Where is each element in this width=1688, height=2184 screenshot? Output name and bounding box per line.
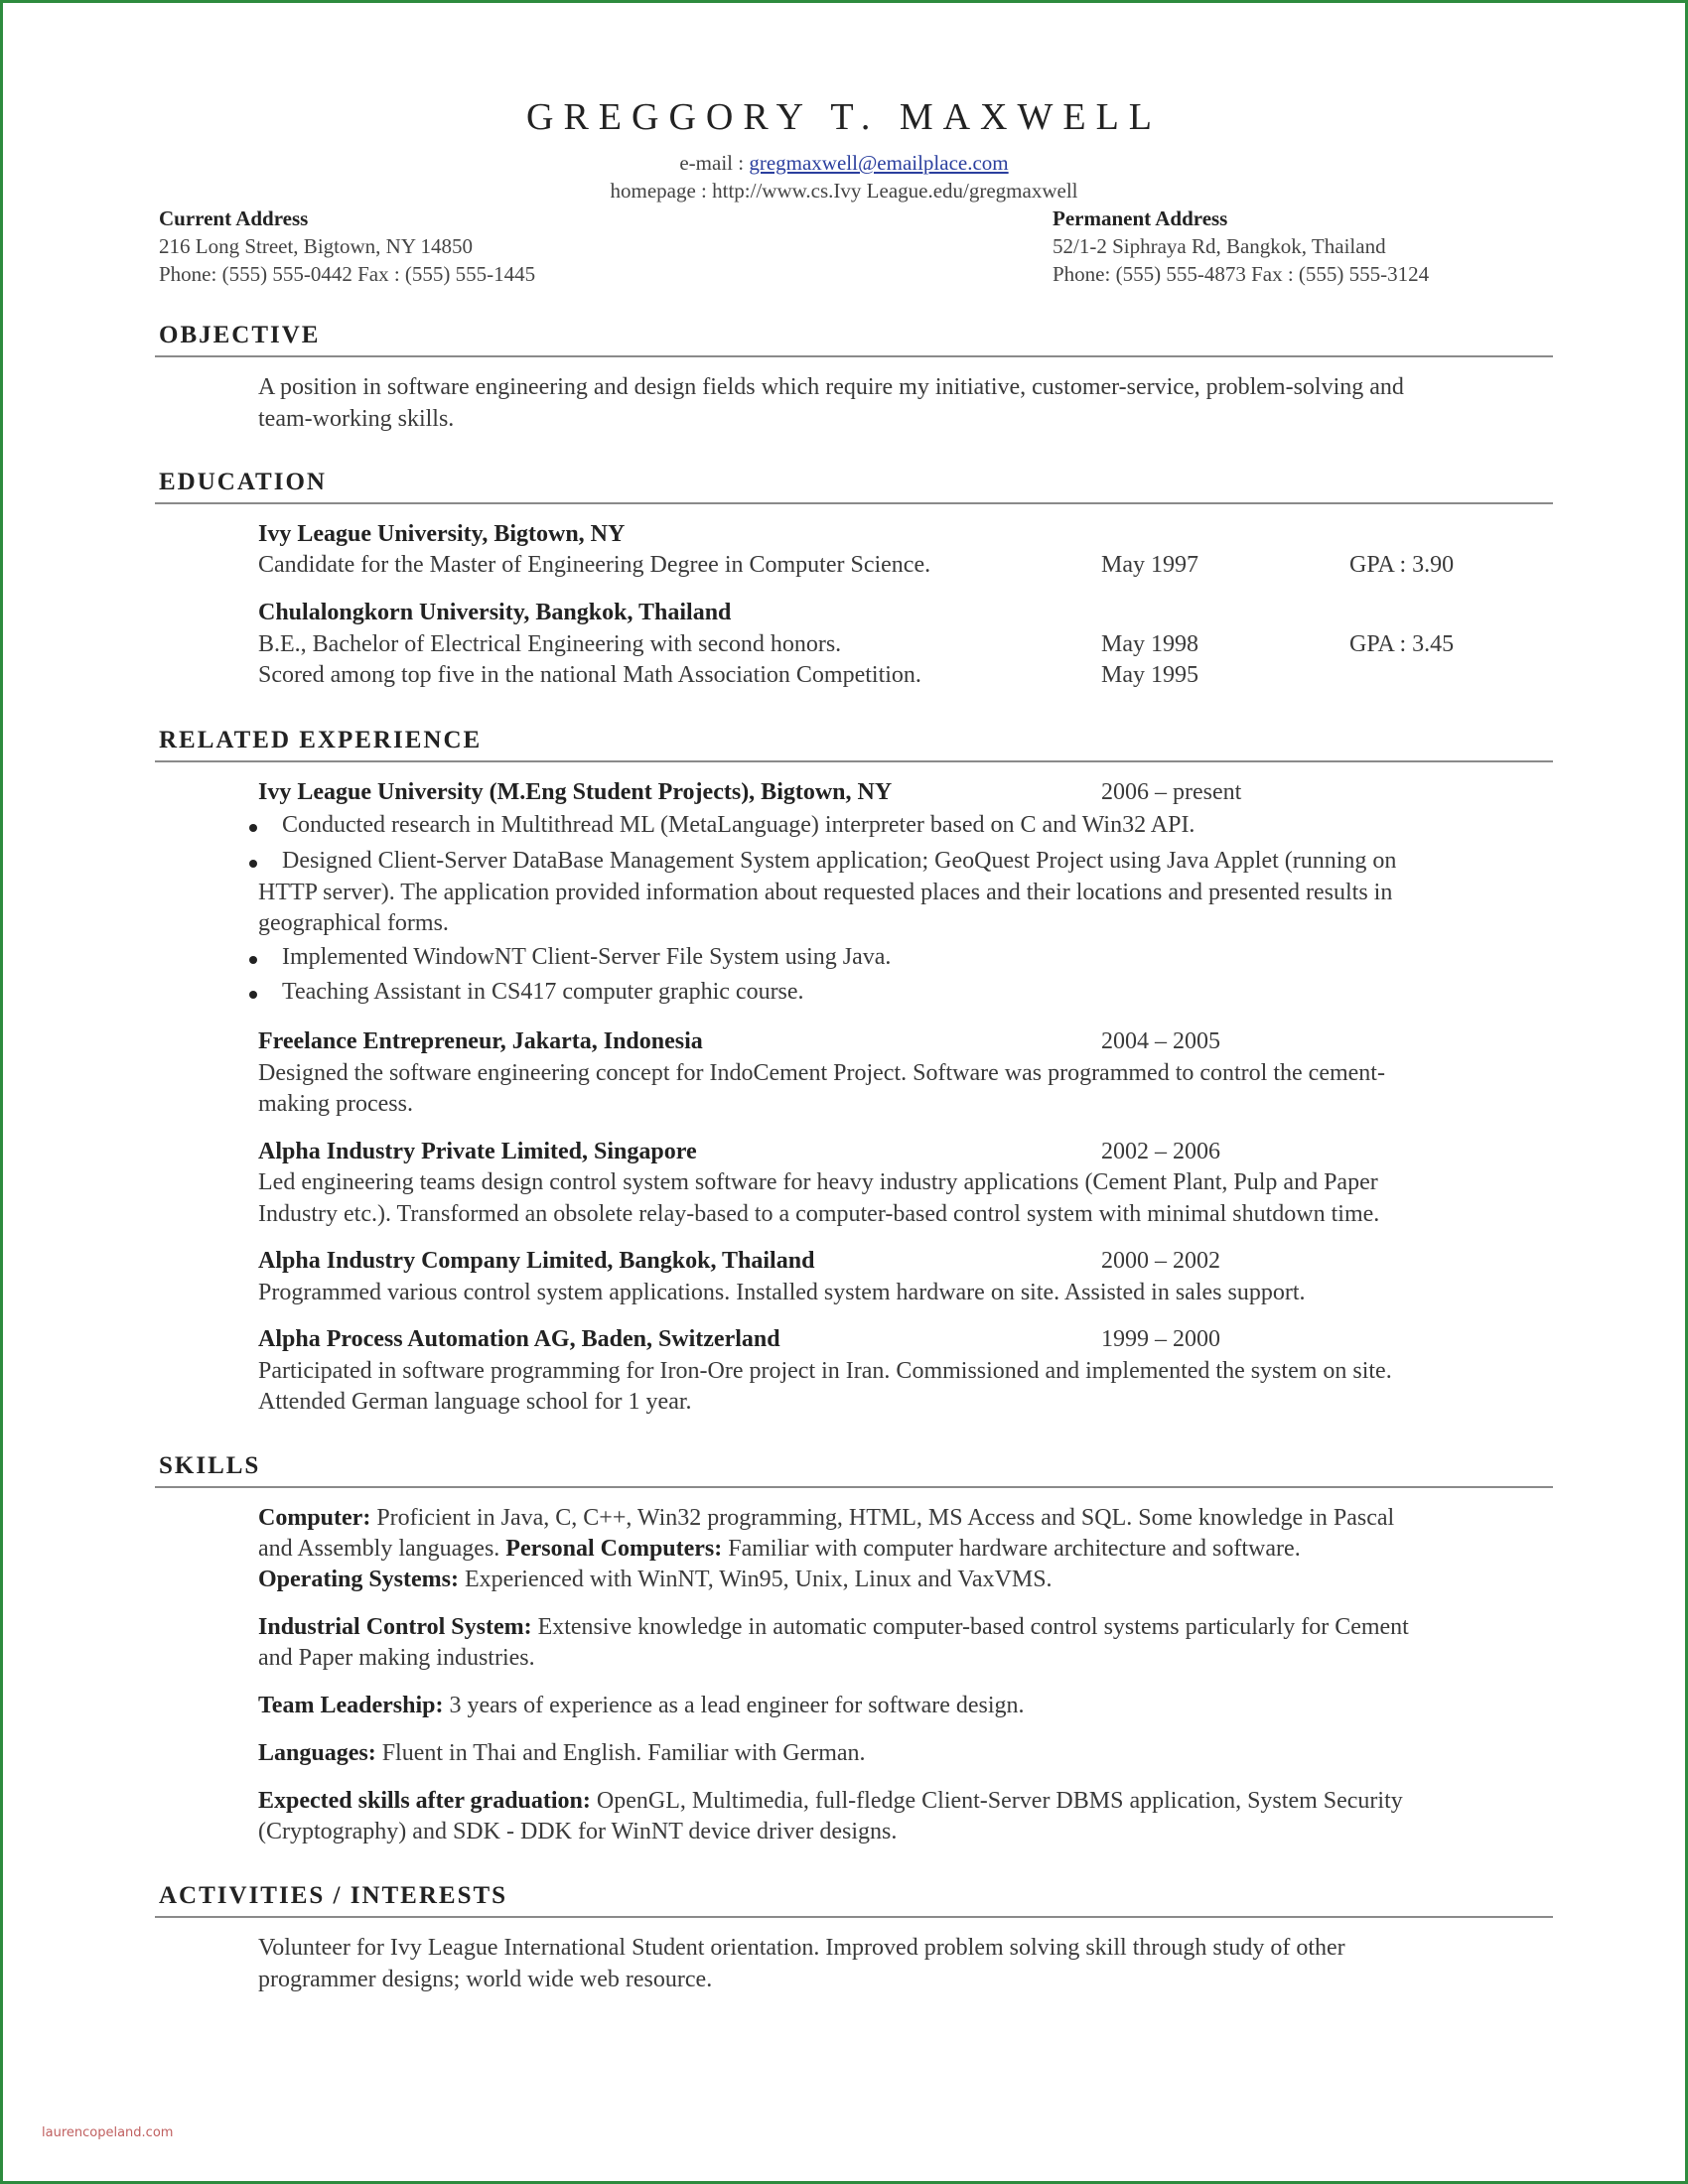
job5-line1: Participated in software programming for Iron-Ore project in Iran. Commissioned and implemented the system on site. [258,1358,1392,1384]
skill-computer-text2: and Assembly languages. [258,1536,506,1562]
job1-bullet3: Implemented WindowNT Client-Server File System using Java. [282,944,892,970]
skill-os-line [258,1567,1053,1593]
section-heading-objective: OBJECTIVE [159,322,321,348]
school1-desc: Candidate for the Master of Engineering Degree in Computer Science. [258,552,931,578]
job2-line1: Designed the software engineering concept for IndoCement Project. Software was programmed to control the cement- [258,1060,1385,1086]
skill-computer-line1 [258,1505,1394,1532]
skill-languages-text: Fluent in Thai and English. Familiar with German. [375,1740,866,1766]
section-divider [155,355,1553,357]
job1-bullet2-line2: HTTP server). The application provided information about requested places and their locations and presented results in [258,880,1393,905]
bullet-icon [249,991,257,999]
candidate-name: GREGGORY T. MAXWELL [526,96,1162,138]
job2-date: 2004 – 2005 [1101,1028,1220,1054]
current-address [159,205,535,288]
skill-expected-line1 [258,1788,1403,1815]
homepage-line: homepage : http://www.cs.Ivy League.edu/gregmaxwell [610,179,1078,203]
section-heading-skills: SKILLS [159,1452,261,1479]
school1-name: Ivy League University, Bigtown, NY [258,521,626,547]
job1-bullet2-line3: geographical forms. [258,910,449,936]
section-heading-activities: ACTIVITIES / INTERESTS [159,1882,508,1909]
skill-computer-text: Proficient in Java, C, C++, Win32 programming, HTML, MS Access and SQL. Some knowledge in Pascal [370,1505,1395,1531]
skill-ics-line1 [258,1614,1409,1641]
job4-title: Alpha Industry Company Limited, Bangkok, Thailand [258,1248,815,1274]
permanent-address-line2: Phone: (555) 555-4873 Fax : (555) 555-3124 [1053,262,1430,286]
activities-line2: programmer designs; world wide web resource. [258,1967,713,1992]
skill-team-line [258,1693,1025,1719]
objective-line1: A position in software engineering and design fields which require my initiative, customer-service, problem-solving and [258,374,1404,400]
job2-line2: making process. [258,1091,413,1117]
bullet-icon [249,824,257,832]
email-line [0,151,1688,176]
skill-languages-line [258,1740,866,1767]
skill-computer-label: Computer: [258,1505,371,1531]
section-divider [155,1916,1553,1918]
job3-line1: Led engineering teams design control system software for heavy industry applications (Cement Plant, Pulp and Paper [258,1169,1378,1195]
site-watermark: laurencopeland.com [42,2125,174,2140]
skill-pc-text: Familiar with computer hardware architecture and software. [722,1536,1301,1562]
school2-gpa: GPA : 3.45 [1349,631,1455,657]
skill-expected-text: OpenGL, Multimedia, full-fledge Client-Server DBMS application, System Security [590,1788,1403,1814]
bullet-icon [249,956,257,964]
permanent-address-label: Permanent Address [1053,206,1228,230]
skill-computer-line2 [258,1536,1301,1563]
skill-os-label: Operating Systems: [258,1567,459,1592]
section-heading-experience: RELATED EXPERIENCE [159,727,483,753]
job1-bullet4: Teaching Assistant in CS417 computer graphic course. [282,979,804,1005]
skill-os-text: Experienced with WinNT, Win95, Unix, Linux and VaxVMS. [458,1567,1053,1592]
section-divider [155,1486,1553,1488]
objective-line2: team-working skills. [258,406,455,432]
current-address-line1: 216 Long Street, Bigtown, NY 14850 [159,234,473,258]
school2-name: Chulalongkorn University, Bangkok, Thailand [258,600,732,625]
school2-desc: B.E., Bachelor of Electrical Engineering with second honors. [258,631,842,657]
job2-title: Freelance Entrepreneur, Jakarta, Indonesia [258,1028,703,1054]
current-address-label: Current Address [159,206,309,230]
job5-line2: Attended German language school for 1 year. [258,1389,692,1415]
section-divider [155,760,1553,762]
email-label: e-mail : [679,151,750,175]
section-heading-education: EDUCATION [159,469,327,495]
permanent-address-line1: 52/1-2 Siphraya Rd, Bangkok, Thailand [1053,234,1386,258]
email-link[interactable]: gregmaxwell@emailplace.com [749,151,1009,175]
skill-pc-label: Personal Computers: [505,1536,723,1562]
skill-team-text: 3 years of experience as a lead engineer for software design. [443,1693,1025,1718]
current-address-line2: Phone: (555) 555-0442 Fax : (555) 555-1445 [159,262,536,286]
job4-date: 2000 – 2002 [1101,1248,1220,1274]
job1-bullet2-line1: Designed Client-Server DataBase Management System application; GeoQuest Project using Java Applet (running on [282,848,1397,874]
activities-line1: Volunteer for Ivy League International Student orientation. Improved problem solving skill through study of other [258,1935,1345,1961]
job1-title: Ivy League University (M.Eng Student Projects), Bigtown, NY [258,779,893,805]
job3-line2: Industry etc.). Transformed an obsolete relay-based to a computer-based control system with minimal shutdown time. [258,1201,1380,1227]
skill-expected-line2: (Cryptography) and SDK - DDK for WinNT device driver designs. [258,1819,898,1844]
skill-languages-label: Languages: [258,1740,376,1766]
job3-title: Alpha Industry Private Limited, Singapore [258,1139,697,1164]
section-divider [155,502,1553,504]
permanent-address [1053,205,1429,288]
school1-gpa: GPA : 3.90 [1349,552,1455,578]
school2-date: May 1998 [1101,631,1198,657]
skill-team-label: Team Leadership: [258,1693,444,1718]
school1-date: May 1997 [1101,552,1198,578]
skill-expected-label: Expected skills after graduation: [258,1788,591,1814]
job5-title: Alpha Process Automation AG, Baden, Switzerland [258,1326,780,1352]
job4-line1: Programmed various control system applications. Installed system hardware on site. Assisted in sales support. [258,1280,1306,1305]
job5-date: 1999 – 2000 [1101,1326,1220,1352]
skill-ics-line2: and Paper making industries. [258,1645,535,1671]
bullet-icon [249,860,257,868]
skill-ics-text: Extensive knowledge in automatic computer-based control systems particularly for Cement [531,1614,1409,1640]
school2-award: Scored among top five in the national Math Association Competition. [258,662,921,688]
school2-award-date: May 1995 [1101,662,1198,688]
job3-date: 2002 – 2006 [1101,1139,1220,1164]
job1-date: 2006 – present [1101,779,1242,805]
skill-ics-label: Industrial Control System: [258,1614,532,1640]
job1-bullet1: Conducted research in Multithread ML (MetaLanguage) interpreter based on C and Win32 API. [282,812,1196,838]
